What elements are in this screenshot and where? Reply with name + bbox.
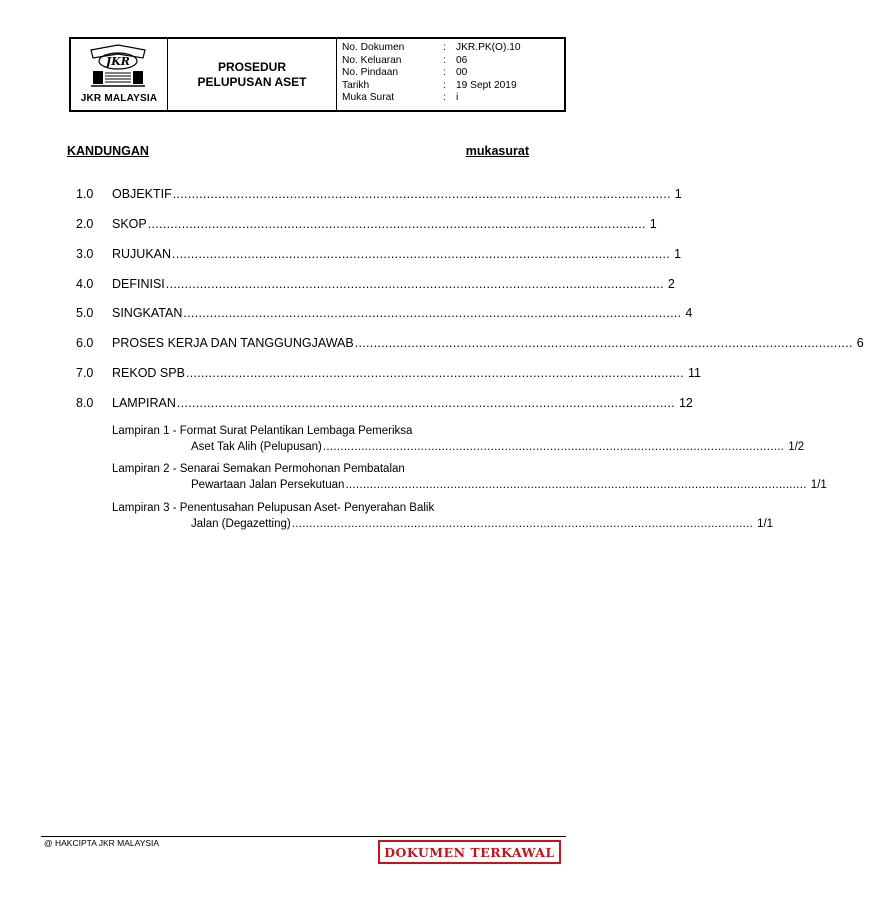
leader-dots: ....................................................................................................................................	[183, 306, 682, 320]
copyright-text: @ HAKCIPTA JKR MALAYSIA	[44, 838, 160, 848]
meta-value: JKR.PK(O).10	[456, 42, 521, 53]
appendix-entry[interactable]	[112, 461, 827, 493]
toc-entry[interactable]	[76, 305, 693, 321]
toc-entry[interactable]	[76, 246, 682, 262]
meta-value: 19 Sept 2019	[456, 79, 517, 91]
meta-key: No. Keluaran	[342, 54, 402, 66]
appendix-page: 1/2	[788, 441, 805, 453]
toc-page: 1	[674, 187, 682, 201]
contents-heading: KANDUNGAN	[67, 144, 149, 158]
toc-number: 1.0	[76, 187, 94, 201]
toc-page: 2	[667, 277, 675, 291]
appendix-title-line2: Aset Tak Alih (Pelupusan)	[191, 441, 322, 453]
toc-page: 11	[687, 366, 701, 380]
appendix-page: 1/1	[757, 518, 774, 530]
meta-value: 00	[456, 67, 468, 79]
toc-entry[interactable]	[76, 395, 693, 411]
toc-title: OBJEKTIF	[112, 187, 172, 201]
toc-entry[interactable]	[76, 365, 701, 381]
toc-entry[interactable]	[76, 216, 657, 232]
toc-entry[interactable]	[76, 335, 864, 351]
toc-page: 6	[856, 336, 864, 350]
footer-divider	[41, 836, 566, 837]
toc-number: 8.0	[76, 396, 94, 410]
toc-title: DEFINISI	[112, 277, 165, 291]
leader-dots: ....................................................................................................................................	[291, 518, 754, 530]
appendix-title-line1: Lampiran 3 - Penentusahan Pelupusan Aset- Penyerahan Balik	[112, 502, 435, 514]
leader-dots: ....................................................................................................................................	[165, 277, 664, 291]
toc-entry[interactable]	[76, 276, 675, 292]
toc-title: PROSES KERJA DAN TANGGUNGJAWAB	[112, 336, 354, 350]
appendix-title-line2: Jalan (Degazetting)	[191, 518, 291, 530]
meta-value: i	[456, 92, 459, 104]
leader-dots: ....................................................................................................................................	[172, 247, 671, 261]
toc-number: 5.0	[76, 306, 94, 320]
meta-value: 06	[456, 54, 468, 66]
leader-dots: ....................................................................................................................................	[185, 366, 684, 380]
page-column-heading: mukasurat	[465, 144, 529, 158]
appendix-title-line1: Lampiran 1 - Format Surat Pelantikan Lembaga Pemeriksa	[112, 425, 413, 437]
toc-title: LAMPIRAN	[112, 396, 176, 410]
leader-dots: ....................................................................................................................................	[147, 217, 646, 231]
leader-dots: ....................................................................................................................................	[354, 336, 853, 350]
toc-page: 1	[674, 247, 682, 261]
leader-dots: ....................................................................................................................................	[176, 396, 675, 410]
toc-title: REKOD SPB	[112, 366, 185, 380]
leader-dots: ....................................................................................................................................	[345, 479, 807, 491]
toc-page: 12	[678, 396, 693, 410]
title-line-2: PELUPUSAN ASET	[197, 74, 307, 89]
toc-number: 2.0	[76, 217, 94, 231]
toc-number: 7.0	[76, 366, 94, 380]
logo-text: JKR	[106, 55, 130, 68]
meta-key: Tarikh	[342, 79, 370, 91]
meta-key: No. Pindaan	[342, 67, 399, 79]
toc-entry[interactable]	[76, 186, 682, 202]
title-line-1: PROSEDUR	[217, 59, 286, 74]
toc-number: 4.0	[76, 277, 94, 291]
appendix-title-line1: Lampiran 2 - Senarai Semakan Permohonan Pembatalan	[112, 463, 405, 475]
toc-page: 4	[685, 306, 693, 320]
appendix-title-line2: Pewartaan Jalan Persekutuan	[191, 479, 345, 491]
leader-dots: ....................................................................................................................................	[172, 187, 671, 201]
toc-page: 1	[649, 217, 657, 231]
meta-sep: :	[443, 67, 446, 79]
controlled-document-stamp: DOKUMEN TERKAWAL	[378, 840, 561, 864]
leader-dots: ....................................................................................................................................	[322, 441, 785, 453]
meta-sep: :	[443, 92, 446, 104]
meta-key: Muka Surat	[342, 92, 395, 104]
toc-title: RUJUKAN	[112, 247, 172, 261]
toc-title: SINGKATAN	[112, 306, 183, 320]
appendix-entry[interactable]	[112, 423, 805, 455]
appendix-entry[interactable]	[112, 500, 774, 532]
toc-number: 6.0	[76, 336, 94, 350]
meta-sep: :	[443, 42, 446, 53]
organization-name: JKR MALAYSIA	[80, 93, 158, 104]
meta-key: No. Dokumen	[342, 42, 405, 53]
appendix-page: 1/1	[810, 479, 827, 491]
meta-sep: :	[443, 79, 446, 91]
toc-number: 3.0	[76, 247, 94, 261]
toc-title: SKOP	[112, 217, 147, 231]
meta-sep: :	[443, 54, 446, 66]
